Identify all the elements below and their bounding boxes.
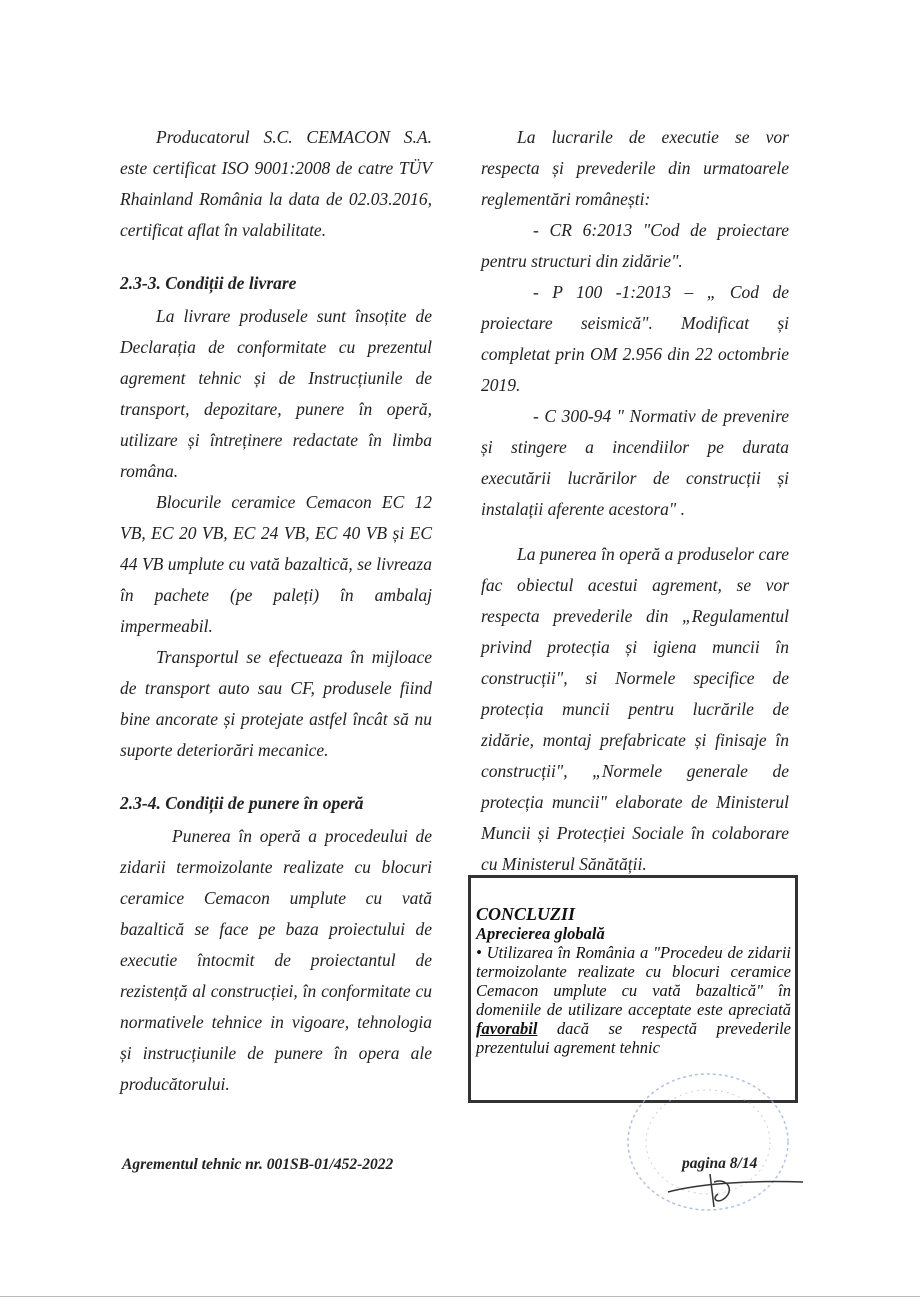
installation-paragraph: Punerea în operă a procedeului de zidarii termoizolante realizate cu blocuri ceramice Cemacon umplute cu vată bazaltică se face pe baza proiectului de executie întocmit de proiectantul de rezistență al construcției, în conformitate cu normativele tehnice in vigoare, tehnologia și instrucțiunile de punere în opera ale producătorului. <box>120 826 432 1094</box>
regulation-cr6: - CR 6:2013 "Cod de proiectare pentru structuri din zidărie". <box>481 220 789 271</box>
agrement-number: Agrementul tehnic nr. 001SB-01/452-2022 <box>122 1156 394 1173</box>
conclusion-text <box>476 943 791 1057</box>
regulations-intro-paragraph: La lucrarile de executie se vor respecta și prevederile din urmatoarele reglementări românești: <box>481 127 789 209</box>
regulation-c300: - C 300-94 " Normativ de prevenire și stingere a incendiilor pe durata executării lucrărilor de construcții și instalații aferente acestora" . <box>481 406 789 519</box>
stamp-signature-icon <box>618 1072 808 1232</box>
transport-paragraph: Transportul se efectueaza în mijloace de transport auto sau CF, produsele fiind bine ancorate și protejate astfel încât să nu suporte deteriorări mecanice. <box>120 647 432 760</box>
safety-rules-paragraph: La punerea în operă a produselor care fac obiectul acestui agrement, se vor respecta prevederile din „Regulamentul privind protecția și igiena muncii în construcții", si Normele specifice de protecția muncii pentru lucrările de zidărie, montaj prefabricate și finisaje în construcții", „Normele generale de protecția muncii" elaborate de Ministerul Muncii și Protecției Sociale în colaborare cu Ministerul Sănătății. <box>481 544 789 874</box>
bottom-divider <box>0 1296 920 1297</box>
delivery-paragraph: La livrare produsele sunt însoțite de Declarația de conformitate cu prezentul agrement tehnic și de Instrucțiunile de transport, depozitare, punere în operă, utilizare și întreținere redactate în limba româna. <box>120 306 432 481</box>
conclusion-text-before: • Utilizarea în România a "Procedeu de zidarii termoizolante realizate cu blocuri ceramice Cemacon umplute cu vată bazaltică" în domeniile de utilizare acceptate este apreciată <box>476 943 791 1019</box>
conclusion-title: CONCLUZII <box>476 904 576 924</box>
right-column <box>481 122 789 880</box>
conclusion-highlight: favorabil <box>476 1019 538 1038</box>
producer-certification-paragraph: Producatorul S.C. CEMACON S.A. este certificat ISO 9001:2008 de catre TÜV Rhainland România la data de 02.03.2016, certificat aflat în valabilitate. <box>120 127 432 240</box>
regulation-p100: - P 100 -1:2013 – „ Cod de proiectare seismică". Modificat și completat prin OM 2.956 din 22 octombrie 2019. <box>481 282 789 395</box>
left-column <box>120 122 432 1100</box>
conclusion-box <box>468 875 798 1103</box>
blocks-packaging-paragraph: Blocurile ceramice Cemacon EC 12 VB, EC 20 VB, EC 24 VB, EC 40 VB și EC 44 VB umplute cu vată bazaltică, se livreaza în pachete (pe paleți) în ambalaj impermeabil. <box>120 492 432 636</box>
section-heading-delivery: 2.3-3. Condiții de livrare <box>120 273 297 293</box>
page-number: pagina 8/14 <box>682 1155 758 1172</box>
conclusion-text-after: dacă se respectă prevederile prezentului agrement tehnic <box>476 1019 791 1057</box>
conclusion-subtitle: Aprecierea globală <box>476 924 605 943</box>
section-heading-installation: 2.3-4. Condiții de punere în operă <box>120 793 364 813</box>
